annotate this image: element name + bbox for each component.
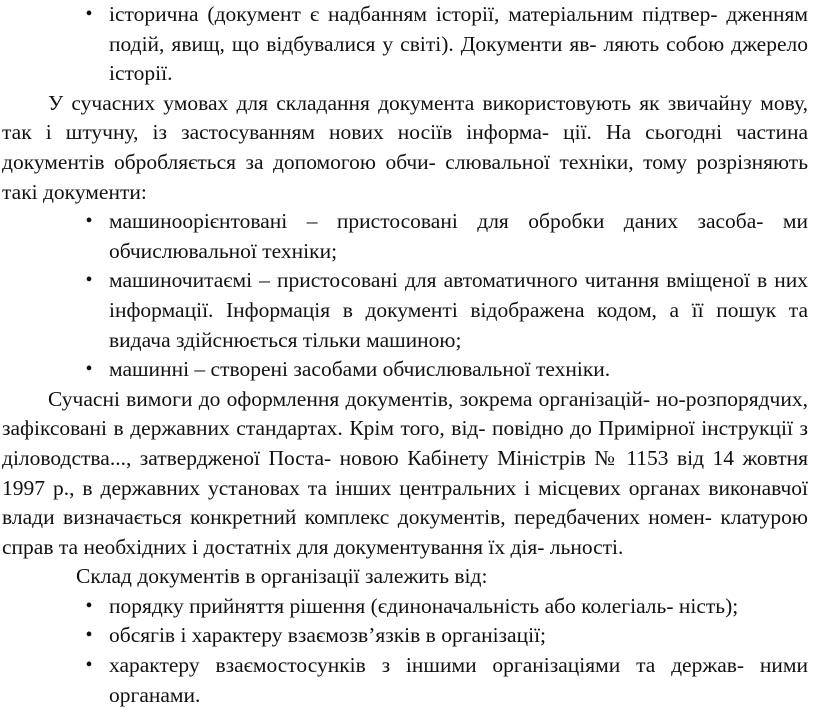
list-item xyxy=(2,266,808,355)
bullet-icon: • xyxy=(85,210,93,233)
bullet-icon: • xyxy=(85,654,93,677)
paragraph-lead: Склад документів в організації залежить від: xyxy=(76,564,488,589)
bullet-icon: • xyxy=(85,594,93,617)
list-item xyxy=(2,651,808,710)
paragraph: Сучасні вимоги до оформлення документів, зокрема організацій- но-розпорядчих, зафіксовані в державних стандартах. Крім того, від- повідно до Примірної інструкції з діловодства..., затвердженої Поста- новою Кабінету Міністрів № 1153 від 14 жовтня 1997 р., в державних установах та інших центральних і місцевих органах виконавчої влади визначається конкретний комплекс документів, передбачених номен- клатурою справ та необхідних і достатніх для документування їх дія- льності. xyxy=(2,386,808,559)
list-item xyxy=(2,355,808,385)
bullet-icon: • xyxy=(85,3,93,25)
list-item-text: обсягів і характеру взаємозв’язків в організації; xyxy=(109,623,547,648)
list-item xyxy=(2,0,808,89)
list-item-text: порядку прийняття рішення (єдиноначальність або колегіаль- ність); xyxy=(109,593,739,618)
list-item xyxy=(2,207,808,266)
paragraph: У сучасних умовах для складання документа використовують як звичайну мову, так і штучну, із застосуванням нових носіїв інформа- ції. На сьогодні частина документів обробляється за допомогою обчи- слювальної техніки, тому розрізняють такі документи: xyxy=(2,90,808,204)
list-item-text: машиночитаємі – пристосовані для автоматичного читання вміщеної в них інформації. Інформація в документі відображена кодом, а її пошук та видача здійснюється тільки машиною; xyxy=(109,268,808,352)
list-item xyxy=(2,592,808,622)
list-item xyxy=(2,621,808,651)
list-item-text: машинні – створені засобами обчислювальної техніки. xyxy=(109,357,611,382)
bullet-icon: • xyxy=(85,269,93,292)
list-item-text: машиноорієнтовані – пристосовані для обробки даних засоба- ми обчислювальної техніки; xyxy=(109,209,808,263)
bullet-icon: • xyxy=(85,624,93,647)
bullet-icon: • xyxy=(85,358,93,381)
list-item-text: характеру взаємостосунків з іншими організаціями та держав- ними органами. xyxy=(109,653,808,707)
list-item-text: історична (документ є надбанням історії, матеріальним підтвер- дженням подій, явищ, що відбувалися у світі). Документи яв- ляють собою джерело історії. xyxy=(109,2,808,86)
